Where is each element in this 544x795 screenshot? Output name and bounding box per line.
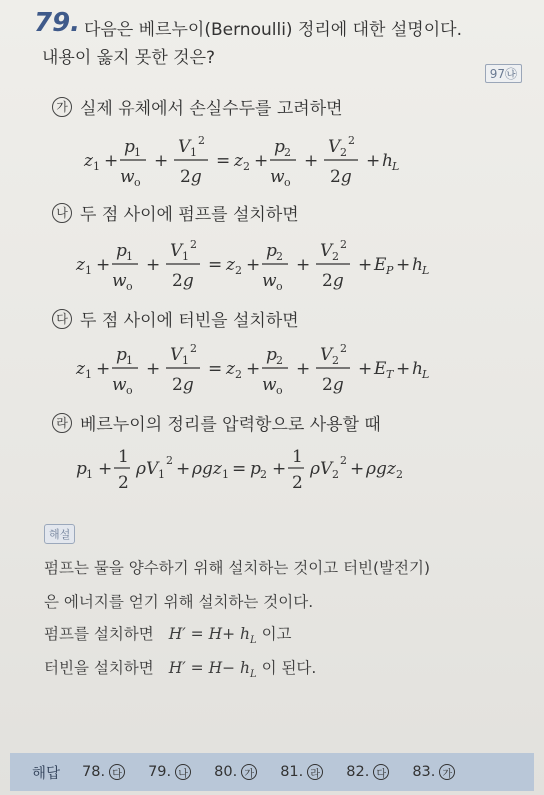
answer-num: 80.: [214, 764, 238, 780]
svg-text:2: 2: [118, 473, 129, 493]
explanation-line4: [44, 656, 316, 680]
svg-text:p: p: [250, 459, 261, 479]
svg-text:o: o: [276, 280, 283, 293]
svg-text:=: =: [208, 255, 223, 275]
svg-text:+: +: [358, 255, 373, 275]
svg-text:T: T: [386, 368, 394, 381]
svg-text:w: w: [112, 271, 127, 291]
option-mark-ga: 가: [52, 97, 72, 117]
svg-text:+: +: [146, 359, 161, 379]
equation-na: [76, 236, 516, 301]
svg-text:2: 2: [340, 238, 347, 251]
answer-num: 79.: [148, 764, 172, 780]
svg-text:+: +: [176, 459, 191, 479]
svg-text:2: 2: [348, 134, 355, 147]
svg-text:2g: 2g: [172, 271, 194, 291]
svg-text:o: o: [126, 280, 133, 293]
svg-text:V: V: [320, 345, 333, 365]
svg-text:+: +: [96, 255, 111, 275]
answer-num: 82.: [346, 764, 370, 780]
svg-text:p: p: [76, 459, 87, 479]
svg-text:z: z: [76, 255, 85, 275]
answer-mark: 가: [439, 764, 455, 780]
svg-text:1: 1: [126, 250, 133, 263]
svg-text:V: V: [328, 137, 341, 157]
explanation-line3-sub: L: [249, 635, 257, 647]
svg-text:z: z: [226, 255, 235, 275]
equation-ra: [76, 440, 516, 505]
svg-text:p: p: [266, 241, 277, 261]
svg-text:z: z: [76, 359, 85, 379]
svg-text:1: 1: [86, 468, 93, 481]
svg-text:V: V: [170, 241, 183, 261]
svg-text:2: 2: [190, 342, 197, 355]
answer-mark: 나: [175, 764, 191, 780]
answer-mark: 라: [307, 764, 323, 780]
svg-text:w: w: [112, 375, 127, 395]
svg-text:1: 1: [158, 468, 165, 481]
explanation-line4-suffix: 이 된다.: [261, 659, 317, 677]
question-reference: 97㉯: [485, 64, 522, 83]
answer-num: 81.: [280, 764, 304, 780]
svg-text:p: p: [116, 345, 127, 365]
svg-text:z: z: [226, 359, 235, 379]
equation-ga: [84, 132, 504, 197]
explanation-line4-prefix: 터빈을 설치하면: [44, 659, 154, 677]
svg-text:L: L: [422, 264, 430, 277]
explanation-line3-suffix: 이고: [261, 625, 292, 643]
answer-80: [214, 764, 257, 780]
svg-text:2: 2: [243, 160, 250, 173]
option-da: [52, 306, 299, 331]
option-text-da: 두 점 사이에 터빈을 설치하면: [80, 311, 299, 331]
answer-82: [346, 764, 389, 780]
explanation-line3-prefix: 펌프를 설치하면: [44, 625, 154, 643]
svg-text:1: 1: [190, 146, 197, 159]
answer-79: [148, 764, 191, 780]
svg-text:2: 2: [340, 454, 347, 467]
svg-text:p: p: [266, 345, 277, 365]
svg-text:1: 1: [118, 447, 129, 467]
answer-bar: [10, 753, 534, 791]
option-text-ra: 베르누이의 정리를 압력항으로 사용할 때: [80, 415, 381, 435]
explanation-label: 해설: [44, 524, 75, 544]
svg-text:ρV: ρV: [136, 459, 159, 479]
explanation-line3-formula: H′ = H+ h: [168, 625, 250, 643]
answer-81: [280, 764, 323, 780]
svg-text:V: V: [170, 345, 183, 365]
svg-text:V: V: [320, 241, 333, 261]
svg-text:V: V: [178, 137, 191, 157]
svg-text:2: 2: [332, 468, 339, 481]
svg-text:2g: 2g: [172, 375, 194, 395]
svg-text:+: +: [154, 151, 169, 171]
svg-text:2: 2: [235, 264, 242, 277]
svg-text:E: E: [374, 255, 387, 275]
svg-text:+: +: [104, 151, 119, 171]
svg-text:+: +: [96, 359, 111, 379]
svg-text:z: z: [84, 151, 93, 171]
svg-text:2: 2: [190, 238, 197, 251]
svg-text:+: +: [366, 151, 381, 171]
svg-text:2: 2: [260, 468, 267, 481]
svg-text:+: +: [396, 359, 411, 379]
svg-text:2: 2: [166, 454, 173, 467]
svg-text:h: h: [412, 359, 423, 379]
option-mark-na: 나: [52, 203, 72, 223]
svg-text:1: 1: [222, 468, 229, 481]
svg-text:2: 2: [276, 354, 283, 367]
svg-text:o: o: [134, 176, 141, 189]
svg-text:+: +: [146, 255, 161, 275]
svg-text:2: 2: [396, 468, 403, 481]
svg-text:o: o: [284, 176, 291, 189]
option-ga: [52, 94, 343, 119]
svg-text:p: p: [124, 137, 135, 157]
option-text-na: 두 점 사이에 펌프를 설치하면: [80, 205, 299, 225]
svg-text:o: o: [126, 384, 133, 397]
svg-text:1: 1: [182, 250, 189, 263]
svg-text:ρgz: ρgz: [192, 459, 222, 479]
svg-text:w: w: [270, 167, 285, 187]
svg-text:=: =: [208, 359, 223, 379]
answer-mark: 가: [241, 764, 257, 780]
answer-mark: 다: [109, 764, 125, 780]
svg-text:2g: 2g: [322, 375, 344, 395]
svg-text:2: 2: [332, 354, 339, 367]
svg-text:p: p: [116, 241, 127, 261]
svg-text:2: 2: [332, 250, 339, 263]
svg-text:2g: 2g: [322, 271, 344, 291]
svg-text:w: w: [262, 375, 277, 395]
svg-text:2g: 2g: [180, 167, 202, 187]
svg-text:1: 1: [292, 447, 303, 467]
svg-text:+: +: [254, 151, 269, 171]
svg-text:2: 2: [340, 146, 347, 159]
answer-num: 78.: [82, 764, 106, 780]
option-mark-ra: 라: [52, 413, 72, 433]
svg-text:2: 2: [284, 146, 291, 159]
svg-text:1: 1: [93, 160, 100, 173]
svg-text:1: 1: [126, 354, 133, 367]
svg-text:+: +: [246, 359, 261, 379]
svg-text:w: w: [120, 167, 135, 187]
svg-text:+: +: [358, 359, 373, 379]
svg-text:=: =: [216, 151, 231, 171]
svg-text:ρV: ρV: [310, 459, 333, 479]
svg-text:p: p: [274, 137, 285, 157]
svg-text:+: +: [272, 459, 287, 479]
answer-mark: 다: [373, 764, 389, 780]
svg-text:2g: 2g: [330, 167, 352, 187]
svg-text:h: h: [412, 255, 423, 275]
svg-text:+: +: [396, 255, 411, 275]
svg-text:w: w: [262, 271, 277, 291]
svg-text:L: L: [392, 160, 400, 173]
svg-text:1: 1: [134, 146, 141, 159]
svg-text:h: h: [382, 151, 393, 171]
explanation-line1: 펌프는 물을 양수하기 위해 설치하는 것이고 터빈(발전기): [44, 559, 431, 577]
svg-text:ρgz: ρgz: [366, 459, 396, 479]
answer-78: [82, 764, 125, 780]
svg-text:+: +: [350, 459, 365, 479]
question-number: 79.: [34, 8, 81, 38]
svg-text:P: P: [386, 264, 394, 277]
svg-text:2: 2: [340, 342, 347, 355]
question-text-line2: 내용이 옳지 못한 것은?: [42, 48, 216, 68]
explanation-line3: [44, 622, 292, 646]
svg-text:E: E: [374, 359, 387, 379]
svg-text:+: +: [246, 255, 261, 275]
equation-da: [76, 340, 516, 405]
svg-text:1: 1: [85, 368, 92, 381]
svg-text:1: 1: [182, 354, 189, 367]
svg-text:+: +: [296, 255, 311, 275]
answer-num: 83.: [412, 764, 436, 780]
explanation-line4-formula: H′ = H− h: [168, 659, 250, 677]
svg-text:2: 2: [198, 134, 205, 147]
svg-text:2: 2: [292, 473, 303, 493]
svg-text:+: +: [304, 151, 319, 171]
option-text-ga: 실제 유체에서 손실수두를 고려하면: [80, 99, 343, 119]
svg-text:o: o: [276, 384, 283, 397]
option-mark-da: 다: [52, 309, 72, 329]
answer-label: 해답: [32, 765, 61, 782]
option-ra: [52, 410, 381, 435]
svg-text:=: =: [232, 459, 247, 479]
svg-text:+: +: [296, 359, 311, 379]
svg-text:2: 2: [276, 250, 283, 263]
svg-text:+: +: [98, 459, 113, 479]
svg-text:1: 1: [85, 264, 92, 277]
svg-text:2: 2: [235, 368, 242, 381]
answer-83: [412, 764, 455, 780]
question-text-line1: 다음은 베르누이(Bernoulli) 정리에 대한 설명이다.: [84, 20, 462, 40]
svg-text:z: z: [234, 151, 243, 171]
option-na: [52, 200, 299, 225]
svg-text:L: L: [422, 368, 430, 381]
explanation-line2: 은 에너지를 얻기 위해 설치하는 것이다.: [44, 593, 314, 611]
explanation-line4-sub: L: [249, 669, 257, 681]
